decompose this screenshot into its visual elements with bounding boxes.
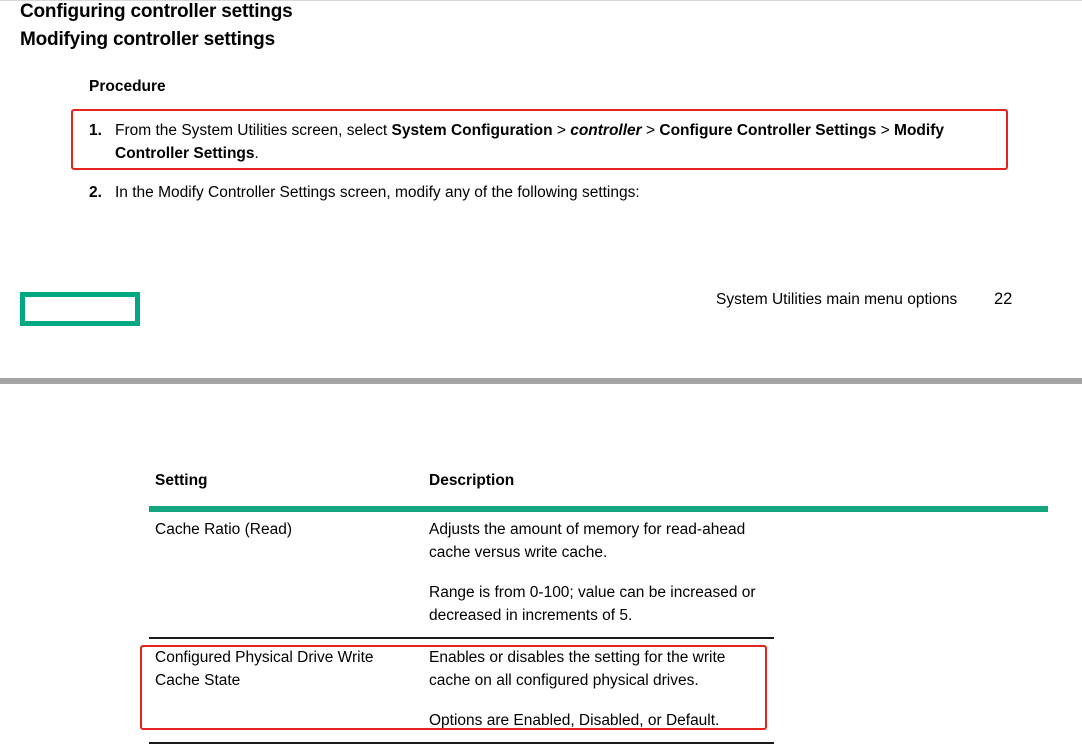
footer-section-name: System Utilities main menu options — [716, 291, 958, 308]
table-row-rule — [149, 742, 774, 744]
menu-path-modify-controller-settings: Modify Controller Settings — [115, 122, 944, 162]
page-number: 22 — [994, 290, 1013, 308]
table-cell-description: Range is from 0-100; value can be increased or decreased in increments of 5. — [429, 584, 756, 624]
page-separator — [0, 378, 1082, 384]
procedure-step-2 — [89, 181, 994, 204]
subsection-title: Modifying controller settings — [20, 29, 275, 50]
menu-path-configure-controller-settings: Configure Controller Settings — [659, 122, 877, 139]
table-header-setting: Setting — [155, 472, 208, 489]
table-cell-description: Adjusts the amount of memory for read-ahead cache versus write cache. — [429, 521, 746, 561]
procedure-heading: Procedure — [89, 78, 166, 95]
highlight-box-table-row — [140, 645, 767, 730]
step-number: 1. — [89, 122, 102, 139]
menu-path-controller: controller — [570, 122, 642, 139]
table-cell-setting: Configured Physical Drive Write Cache State — [155, 649, 374, 689]
step-text: From the System Utilities screen, select System Configuration > controller > Configure Controller Settings > Modify Controller Settings. — [115, 122, 944, 162]
table-cell-setting: Cache Ratio (Read) — [155, 521, 292, 538]
table-header-description: Description — [429, 472, 515, 489]
hpe-logo-icon — [20, 292, 140, 326]
section-title: Configuring controller settings — [20, 1, 293, 22]
step-text: In the Modify Controller Settings screen, modify any of the following settings: — [115, 184, 640, 201]
table-cell-description: Options are Enabled, Disabled, or Default. — [429, 712, 720, 729]
highlight-box-step-1 — [71, 109, 1008, 170]
table-row-rule — [149, 637, 774, 639]
step-number: 2. — [89, 184, 102, 201]
menu-path-system-configuration: System Configuration — [391, 122, 553, 139]
table-header-rule — [149, 506, 1048, 512]
table-cell-description: Enables or disables the setting for the write cache on all configured physical drives. — [429, 649, 726, 689]
